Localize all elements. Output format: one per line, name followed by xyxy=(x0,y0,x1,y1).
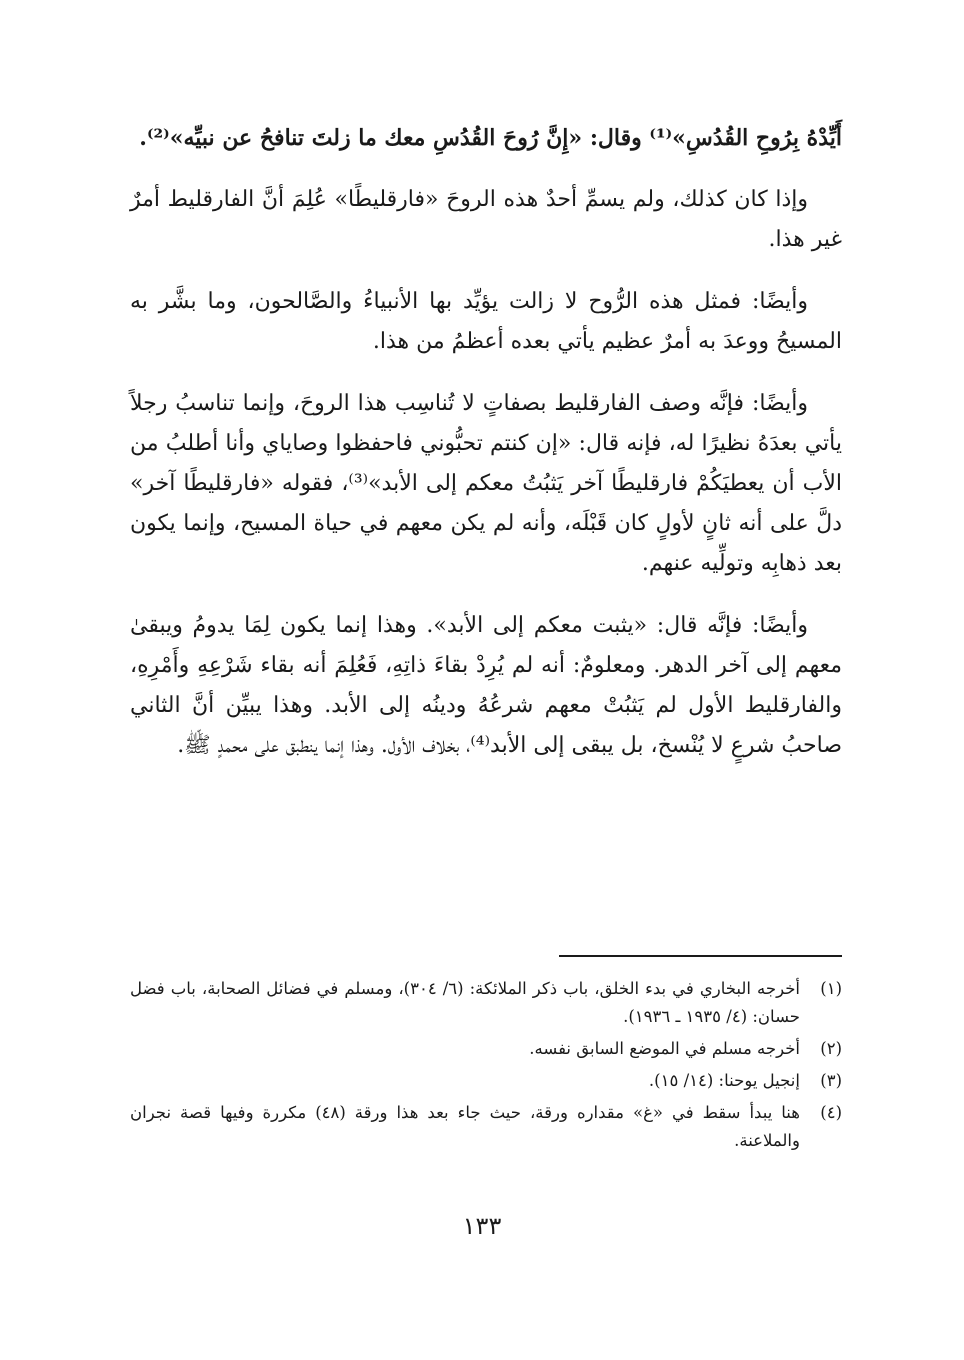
footnote-text: أخرجه البخاري في بدء الخلق، باب ذكر الملائكة: (٦/ ٣٠٤)، ومسلم في فضائل الصحابة، باب فضل حسان: (٤/ ١٩٣٥ ـ ١٩٣٦). xyxy=(130,979,800,1026)
footnote-number: (١) xyxy=(820,979,842,998)
footnote-3 xyxy=(130,1067,842,1095)
footnotes xyxy=(130,975,842,1159)
paragraph-3: وأيضًا: فمثل هذه الرُّوح لا زالت يؤيِّد بها الأنبياءُ والصَّالحون، وما بشَّر به المسيحُ ووعدَ به أمرٌ عظيم يأتي بعده أعظمُ من هذا. xyxy=(130,289,842,354)
paragraph-2: وإذا كان كذلك، ولم يسمِّ أحدٌ هذه الروحَ «فارقليطًا» عُلِمَ أنَّ الفارقليط أمرٌ غير هذا. xyxy=(130,187,842,252)
paragraph-1: أَيِّدْهُ بِرُوحِ القُدُسِ»⁽¹⁾ وقال: «إِنَّ رُوحَ القُدُسِ معك ما زلتَ تنافحُ عن نبيِّه»⁽²⁾. xyxy=(139,125,842,151)
footnote-number: (٤) xyxy=(820,1103,842,1122)
footnote-2 xyxy=(130,1035,842,1063)
main-text xyxy=(130,118,842,788)
footnote-separator xyxy=(559,955,842,957)
page-number: ١٣٣ xyxy=(462,1212,502,1240)
paragraph-4: وأيضًا: فإنَّه وصف الفارقليط بصفاتٍ لا تُناسِب هذا الروحَ، وإنما تناسبُ رجلاً يأتي بعدَهُ نظيرًا له، فإنه قال: «إن كنتم تحبُّوني فاحفظوا وصاياي وأنا أطلبُ من الأب أن يعطيَكُمْ فارقليطًا آخر يَثبُتُ معكم إلى الأبد»⁽³⁾، فقوله «فارقليطًا آخر» دلَّ على أنه ثانٍ لأولٍ كان قَبْلَه، وأنه لم يكن معهم في حياة المسيح، وإنما يكون بعد ذهابِه وتولِّيه عنهم. xyxy=(130,391,843,576)
footnote-text: أخرجه مسلم في الموضع السابق نفسه. xyxy=(529,1039,800,1058)
paragraph-5: وأيضًا: فإنَّه قال: «يثبت معكم إلى الأبد». وهذا إنما يكون لِمَا يدومُ ويبقىٰ معهم إلى آخر الدهر. ومعلومٌ: أنه لم يُرِدْ بقاءَ ذاتِهِ، فَعُلِمَ أنه بقاء شَرْعِهِ وأَمْرِهِ، والفارقليط الأول لم يَثبُتْ معهم شرعُهُ ودينُه إلى الأبد. وهذا يبيِّن أنَّ الثاني صاحبُ شرعٍ لا يُنْسخ، بل يبقى إلى الأبد⁽⁴⁾، بخلاف الأول. وهذا إنما ينطبق على محمدٍ ﷺ. xyxy=(130,613,842,758)
footnote-1 xyxy=(130,975,842,1031)
footnote-4 xyxy=(130,1099,842,1155)
footnote-text: إنجيل يوحنا: (١٤/ ١٥). xyxy=(648,1071,800,1090)
footnote-number: (٢) xyxy=(820,1039,842,1058)
footnote-number: (٣) xyxy=(820,1071,842,1090)
footnote-text: هنا يبدأ سقط في «غ» مقداره ورقة، حيث جاء بعد هذا ورقة (٤٨) مكررة وفيها قصة نجران والملاعنة. xyxy=(130,1103,800,1150)
